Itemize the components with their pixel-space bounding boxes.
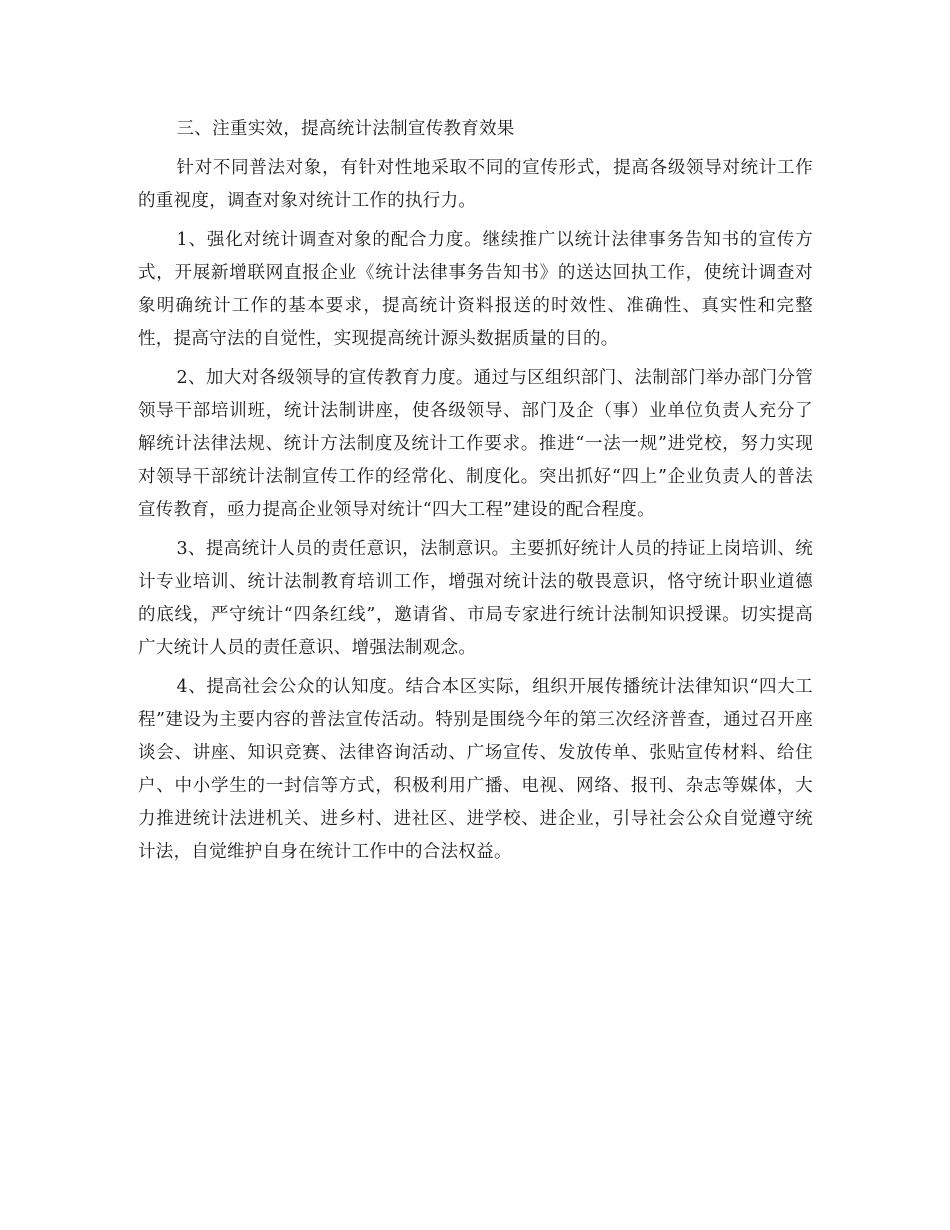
paragraph-item-2: 2、加大对各级领导的宣传教育力度。通过与区组织部门、法制部门举办部门分管领导干部培训班，统计法制讲座，使各级领导、部门及企（事）业单位负责人充分了解统计法律法规、统计方法制度及统计工作要求。推进“一法一规”进党校，努力实现对领导干部统计法制宣传工作的经常化、制度化。突出抓好“四上”企业负责人的普法宣传教育，亟力提高企业领导对统计“四大工程”建设的配合程度。	[138, 368, 813, 520]
paragraph-intro: 针对不同普法对象，有针对性地采取不同的宣传形式，提高各级领导对统计工作的重视度，调查对象对统计工作的执行力。	[138, 158, 813, 211]
section-heading: 三、注重实效，提高统计法制宣传教育效果	[176, 119, 515, 139]
document-body	[138, 113, 813, 875]
paragraph-item-1: 1、强化对统计调查对象的配合力度。继续推广以统计法律事务告知书的宣传方式，开展新增联网直报企业《统计法律事务告知书》的送达回执工作，使统计调查对象明确统计工作的基本要求，提高统计资料报送的时效性、准确性、真实性和完整性，提高守法的自觉性，实现提高统计源头数据质量的目的。	[138, 230, 813, 349]
paragraph-item-4: 4、提高社会公众的认知度。结合本区实际，组织开展传播统计法律知识“四大工程”建设为主要内容的普法宣传活动。特别是围绕今年的第三次经济普查，通过召开座谈会、讲座、知识竞赛、法律咨询活动、广场宣传、发放传单、张贴宣传材料、给住户、中小学生的一封信等方式，积极利用广播、电视、网络、报刊、杂志等媒体，大力推进统计法进机关、进乡村、进社区、进学校、进企业，引导社会公众自觉遵守统计法，自觉维护自身在统计工作中的合法权益。	[138, 677, 813, 862]
paragraph-item-3: 3、提高统计人员的责任意识，法制意识。主要抓好统计人员的持证上岗培训、统计专业培训、统计法制教育培训工作，增强对统计法的敬畏意识，恪守统计职业道德的底线，严守统计“四条红线”，邀请省、市局专家进行统计法制知识授课。切实提高广大统计人员的责任意识、增强法制观念。	[138, 539, 813, 658]
